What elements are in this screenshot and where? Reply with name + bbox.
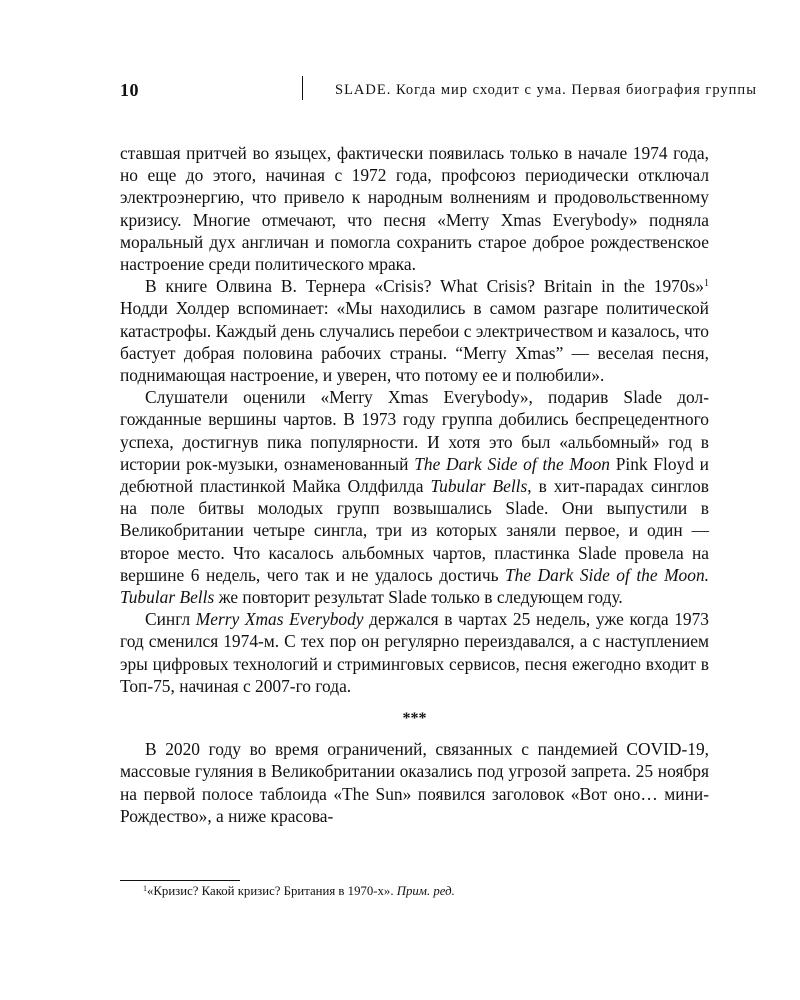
paragraph-3-part-a: Слушатели оценили «Merry Xmas Everybody», подарив Slade долгожданные вершины чартов. В 1973 году группа добились беспрецедентного успеха, достигнув пика популярности. И хотя это был «альбомный» год в истории рок-музыки, ознаменованный bbox=[120, 387, 709, 474]
album-title-tubular-bells: Tubular Bells bbox=[430, 476, 528, 497]
single-title: Merry Xmas Everybody bbox=[195, 609, 364, 630]
footnote-divider bbox=[120, 880, 240, 881]
main-text bbox=[120, 142, 709, 827]
footnote-marker: 1 bbox=[143, 884, 147, 893]
section-separator: *** bbox=[402, 710, 427, 728]
paragraph-2-rest: Нодди Холдер вспоминает: «Мы находились в самом разгаре политической катастрофы. Каждый день случались перебои с электричеством и казалось, что бастует добрая половина рабочих страны. “Merry Xmas” — веселая песня, поднимающая настроение, и уверен, что потому ее и полюбили». bbox=[120, 298, 709, 386]
paragraph-3-part-d: же повторит результат Slade только в следующем году. bbox=[214, 587, 623, 608]
footnote-text: «Кризис? Какой кризис? Британия в 1970-х». bbox=[147, 884, 397, 898]
running-title: SLADE. Когда мир сходит с ума. Первая биография группы bbox=[335, 82, 757, 98]
header-divider bbox=[302, 76, 303, 100]
paragraph-3-part-c: , в хит-парадах синглов на поле битвы молодых групп возвышались Slade. Они выпустили в Великобритании четыре сингла, три из которых заняли первое, и один — второе место. Что касалось альбомных чартов, пластинка Slade провела на вершине 6 недель, чего так и не удалось достичь bbox=[120, 476, 710, 585]
paragraph-2 bbox=[120, 275, 709, 386]
page-number: 10 bbox=[120, 80, 139, 100]
paragraph-3 bbox=[120, 386, 709, 608]
album-titles-italic: The Dark Side of the Moon. Tubular Bells bbox=[120, 564, 709, 608]
album-title-dark-side: The Dark Side of the Moon bbox=[414, 453, 610, 474]
paragraph-1: ставшая притчей во языцех, фактически появилась только в начале 1974 года, но еще до этого, начиная с 1972 года, профсоюз периодически отключал электроэнергию, что привело к народным волнениям и продовольственному кризису. Многие отмечают, что песня «Merry Xmas Everybody» подняла моральный дух англичан и помогла сохранить старое доброе рождественское настроение среди политического мрака. bbox=[120, 143, 709, 275]
paragraph-2-text: В книге Олвина В. Тернера «Crisis? What Crisis? Britain in the 1970s» bbox=[145, 276, 704, 297]
paragraph-4-part-a: Сингл bbox=[145, 609, 196, 630]
paragraph-3-part-b: Pink Floyd и дебютной пластинкой Майка Олдфилда bbox=[120, 453, 709, 497]
footnote bbox=[143, 884, 455, 899]
paragraph-5: В 2020 году во время ограничений, связанных с пандемией COVID-19, массовые гуляния в Великобритании оказались под угрозой запрета. 25 ноября на первой полосе таблоида «The Sun» появился заголовок «Вот оно… мини-Рождество», а ниже красова- bbox=[120, 739, 709, 826]
footnote-reference[interactable]: 1 bbox=[704, 278, 709, 290]
paragraph-4 bbox=[120, 608, 709, 697]
footnote-editor-note: Прим. ред. bbox=[396, 884, 455, 898]
running-header bbox=[120, 74, 757, 104]
paragraph-4-part-b: держался в чартах 25 недель, уже когда 1973 год сменился 1974-м. С тех пор он регулярно переиздавался, а с наступлением эры цифровых технологий и стриминговых сервисов, песня ежегодно входит в Топ-75, начиная с 2007-го года. bbox=[120, 609, 709, 696]
